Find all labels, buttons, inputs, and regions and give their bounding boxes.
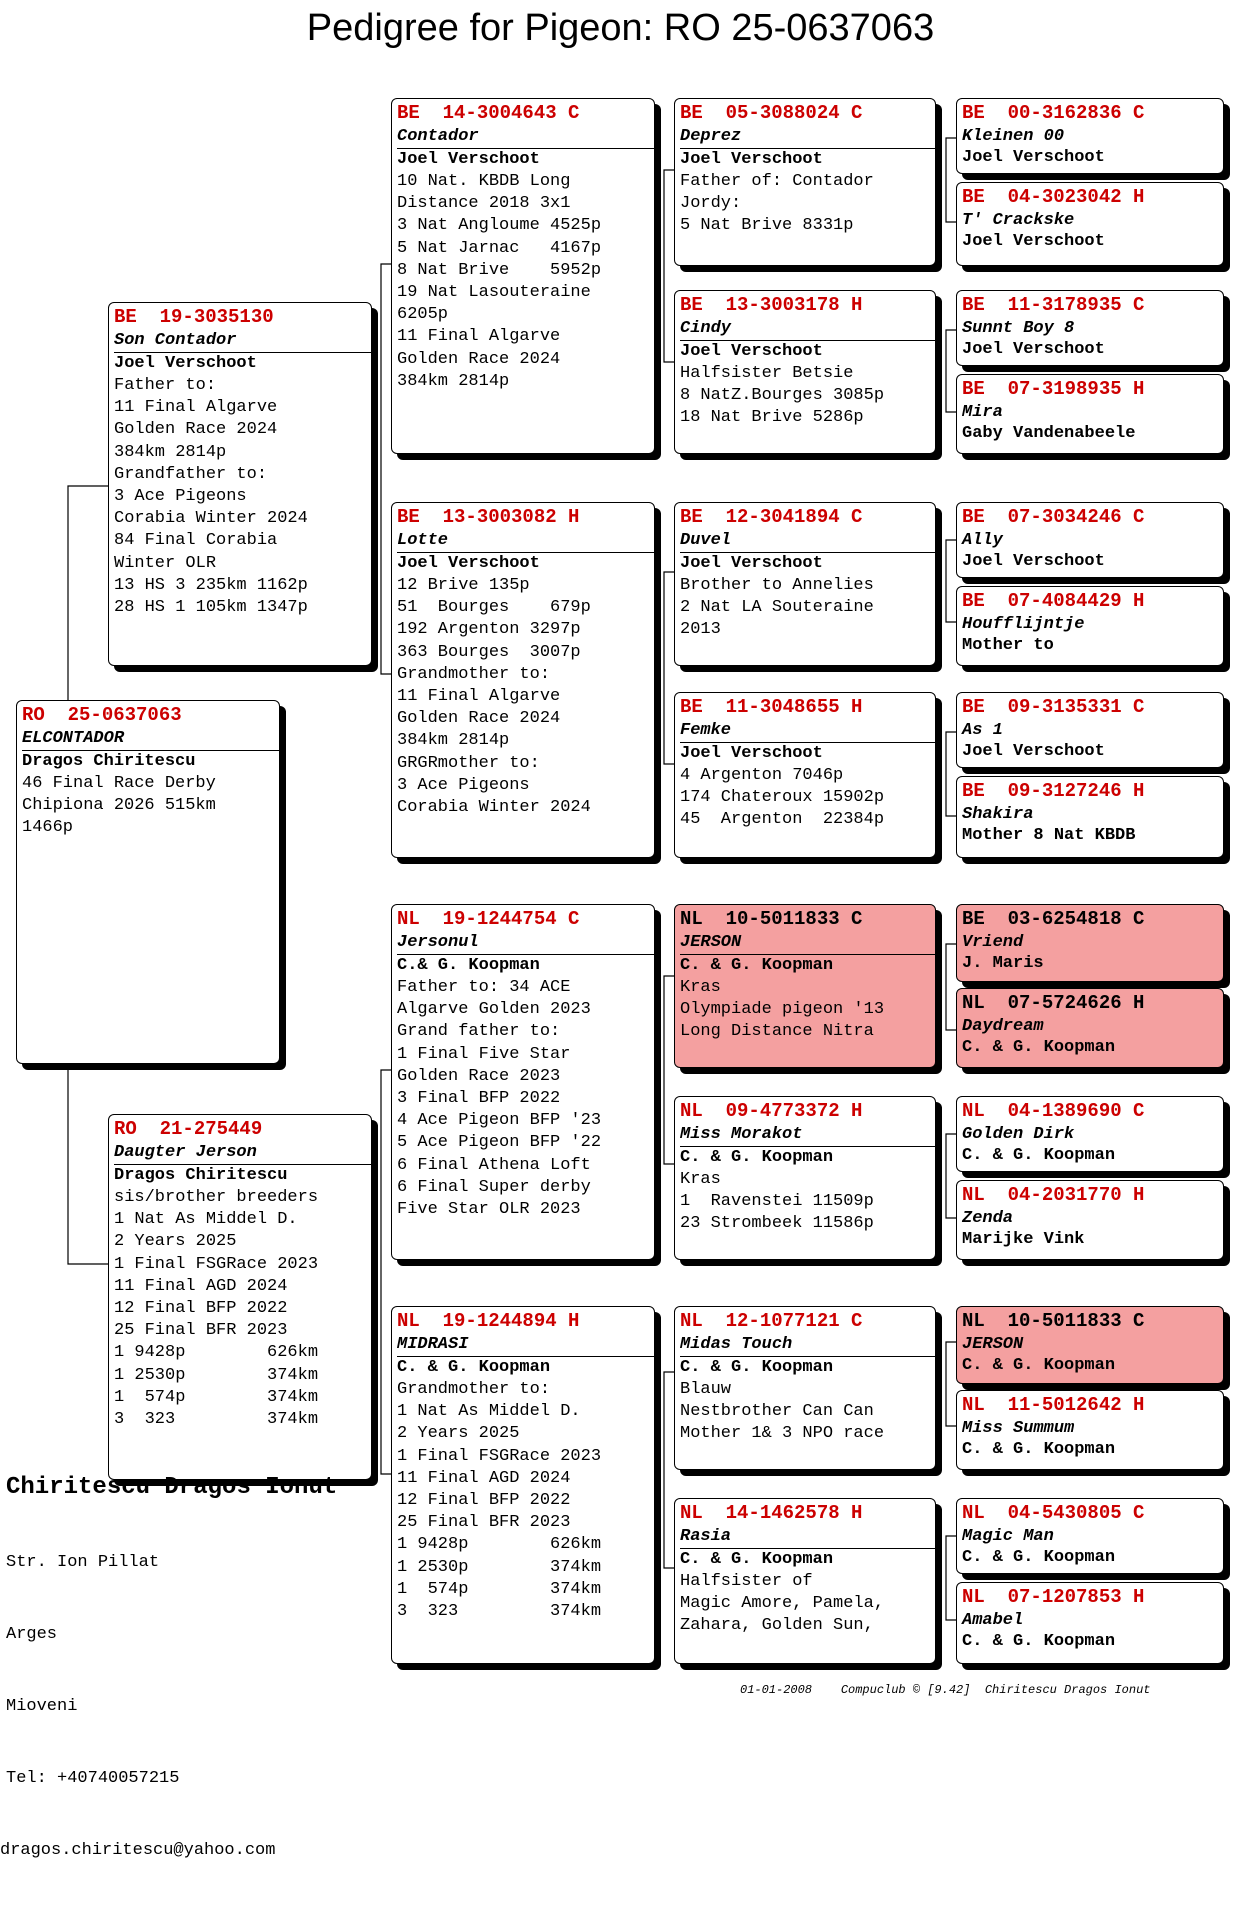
note-line: 11 Final Algarve (397, 687, 561, 707)
pigeon-name: Daugter Jerson (114, 1143, 257, 1162)
note-line: Halfsister of (680, 1572, 813, 1591)
ring-number: RO 21-275449 (114, 1118, 263, 1140)
pigeon-card-g16[interactable] (956, 1582, 1224, 1664)
pigeon-card-sss[interactable] (674, 98, 936, 266)
note-line: 1 Ravenstei 11509p (680, 1192, 874, 1212)
pigeon-name: Femke (680, 721, 732, 740)
note-line: Olympiade pigeon '13 (680, 1000, 885, 1020)
owner-name: C. & G. Koopman (962, 1146, 1116, 1165)
owner-name: J. Maris (962, 954, 1044, 973)
note-line: Long Distance Nitra (680, 1022, 874, 1042)
pigeon-name: As 1 (962, 721, 1003, 740)
note-line: Nestbrother Can Can (680, 1402, 874, 1422)
pigeon-name: MIDRASI (397, 1335, 469, 1354)
pigeon-card-g5[interactable] (956, 502, 1224, 578)
breeder-address (0, 1503, 390, 1911)
pigeon-name: Amabel (962, 1611, 1024, 1630)
note-line: 5 Nat Jarnac 4167p (397, 238, 602, 258)
ring-number: NL 04-5430805 C (962, 1502, 1145, 1524)
owner-name: C. & G. Koopman (962, 1632, 1116, 1651)
note-line: 28 HS 1 105km 1347p (114, 598, 308, 618)
owner-name: C. & G. Koopman (962, 1038, 1116, 1057)
note-line: 3 Ace Pigeons (114, 487, 247, 507)
note-line: 2 Years 2025 (114, 1232, 237, 1252)
note-line: 363 Bourges 3007p (397, 642, 581, 662)
owner-name: Joel Verschoot (962, 340, 1105, 359)
owner-name: C. & G. Koopman (680, 956, 834, 975)
note-line: GRGRmother to: (397, 753, 540, 773)
note-line: 384km 2814p (397, 731, 510, 751)
ring-number: NL 09-4773372 H (680, 1100, 863, 1122)
note-line: Magic Amore, Pamela, (680, 1594, 885, 1614)
breeder-info (0, 1473, 390, 1911)
ring-number: NL 07-5724626 H (962, 992, 1145, 1014)
note-line: 3 323 374km (397, 1602, 602, 1622)
note-line: 11 Final AGD 2024 (114, 1276, 288, 1296)
owner-name: Joel Verschoot (397, 554, 540, 573)
note-line: sis/brother breeders (114, 1188, 319, 1207)
owner-name: Joel Verschoot (962, 552, 1105, 571)
note-line: 12 Brive 135p (397, 576, 530, 595)
owner-name: Joel Verschoot (680, 744, 823, 763)
owner-name: C. & G. Koopman (962, 1548, 1116, 1567)
note-line: Halfsister Betsie (680, 364, 854, 383)
address-line: Arges (6, 1625, 58, 1644)
note-line: Chipiona 2026 515km (22, 796, 216, 816)
pigeon-name: Cindy (680, 319, 732, 338)
ring-number: NL 04-1389690 C (962, 1100, 1145, 1122)
note-line: 45 Argenton 22384p (680, 810, 885, 830)
note-line: 5 Ace Pigeon BFP '22 (397, 1133, 602, 1153)
ring-number: BE 11-3178935 C (962, 294, 1145, 316)
owner-name: C. & G. Koopman (962, 1440, 1116, 1459)
note-line: Corabia Winter 2024 (397, 798, 591, 818)
note-line: Grandmother to: (397, 1380, 551, 1399)
note-line: 11 Final Algarve (114, 398, 278, 418)
note-line: Father to: 34 ACE (397, 978, 571, 997)
note-line: 11 Final Algarve (397, 327, 561, 347)
breeder-name: Chiritescu Dragos Ionut (6, 1474, 338, 1501)
pigeon-name: Son Contador (114, 331, 237, 350)
note-line: 1 Final Five Star (397, 1044, 571, 1064)
pigeon-name: Contador (397, 127, 479, 146)
owner-name: Joel Verschoot (680, 554, 823, 573)
note-line: 8 NatZ.Bourges 3085p (680, 386, 885, 406)
note-line: 5 Nat Brive 8331p (680, 216, 854, 236)
pigeon-name: Miss Summum (962, 1419, 1075, 1438)
email-link[interactable]: dragos.chiritescu@yahoo.com (0, 1841, 276, 1860)
owner-name: C. & G. Koopman (680, 1148, 834, 1167)
note-line: 10 Nat. KBDB Long (397, 172, 571, 191)
note-line: 1 9428p 626km (397, 1535, 602, 1555)
pigeon-name: Magic Man (962, 1527, 1054, 1546)
note-line: Jordy: (680, 194, 742, 214)
note-line: 2 Nat LA Souteraine (680, 598, 874, 618)
ring-number: BE 12-3041894 C (680, 506, 863, 528)
note-line: 3 Nat Angloume 4525p (397, 216, 602, 236)
note-line: 4 Argenton 7046p (680, 766, 844, 785)
ring-number: BE 13-3003082 H (397, 506, 580, 528)
pigeon-card-g10[interactable] (956, 988, 1224, 1068)
note-line: 2013 (680, 620, 721, 640)
note-line: 384km 2814p (397, 371, 510, 391)
note-line: 1 Nat As Middel D. (114, 1210, 298, 1230)
pigeon-name: Zenda (962, 1209, 1014, 1228)
pigeon-card-g9[interactable] (956, 904, 1224, 982)
owner-name: Mother to (962, 636, 1054, 655)
ring-number: NL 11-5012642 H (962, 1394, 1145, 1416)
note-line: Blauw (680, 1380, 732, 1399)
pigeon-name: Kleinen 00 (962, 127, 1065, 146)
pigeon-card-g15[interactable] (956, 1498, 1224, 1574)
note-line: Golden Race 2024 (397, 349, 561, 369)
ring-number: BE 00-3162836 C (962, 102, 1145, 124)
note-line: Grand father to: (397, 1022, 561, 1042)
ring-number: NL 07-1207853 H (962, 1586, 1145, 1608)
owner-name: Dragos Chiritescu (22, 752, 196, 771)
note-line: 3 Ace Pigeons (397, 775, 530, 795)
pigeon-card-g13[interactable] (956, 1306, 1224, 1384)
owner-name: Joel Verschoot (962, 232, 1105, 251)
pigeon-card-g7[interactable] (956, 692, 1224, 768)
note-line: 25 Final BFR 2023 (397, 1513, 571, 1533)
pigeon-card-dss[interactable] (674, 904, 936, 1068)
pigeon-card-ddd[interactable] (674, 1498, 936, 1664)
pigeon-card-sdd[interactable] (674, 692, 936, 858)
pigeon-name: Rasia (680, 1527, 732, 1546)
pigeon-card-dd[interactable] (391, 1306, 655, 1664)
pigeon-name: Sunnt Boy 8 (962, 319, 1075, 338)
pigeon-name: Lotte (397, 531, 449, 550)
pigeon-card-g6[interactable] (956, 586, 1224, 666)
pigeon-card-g2[interactable] (956, 182, 1224, 266)
note-line: 1 574p 374km (397, 1579, 602, 1599)
pigeon-name: JERSON (680, 933, 742, 952)
pigeon-name: Midas Touch (680, 1335, 793, 1354)
note-line: 1 2530p 374km (397, 1557, 602, 1577)
note-line: 1466p (22, 818, 74, 838)
pigeon-card-dam[interactable] (108, 1114, 372, 1480)
note-line: Golden Race 2023 (397, 1066, 561, 1086)
pigeon-name: Mira (962, 403, 1003, 422)
note-line: Corabia Winter 2024 (114, 509, 308, 529)
pigeon-name: Duvel (680, 531, 732, 550)
note-line: 11 Final AGD 2024 (397, 1468, 571, 1488)
ring-number: NL 12-1077121 C (680, 1310, 863, 1332)
ring-number: BE 07-3198935 H (962, 378, 1145, 400)
note-line: 1 2530p 374km (114, 1365, 319, 1385)
owner-name: Joel Verschoot (962, 148, 1105, 167)
note-line: 25 Final BFR 2023 (114, 1321, 288, 1341)
phone-line: Tel: +40740057215 (6, 1769, 180, 1788)
pigeon-card-g8[interactable] (956, 776, 1224, 858)
note-line: 6205p (397, 305, 449, 325)
owner-name: Dragos Chiritescu (114, 1166, 288, 1185)
owner-name: Marijke Vink (962, 1230, 1085, 1249)
note-line: 6 Final Athena Loft (397, 1155, 591, 1175)
owner-name: Joel Verschoot (962, 742, 1105, 761)
pigeon-card-sds[interactable] (674, 502, 936, 666)
note-line: 174 Chateroux 15902p (680, 788, 885, 808)
ring-number: BE 03-6254818 C (962, 908, 1145, 930)
note-line: 1 574p 374km (114, 1387, 319, 1407)
note-line: 384km 2814p (114, 442, 227, 462)
note-line: 2 Years 2025 (397, 1424, 520, 1444)
note-line: 3 Final BFP 2022 (397, 1089, 561, 1109)
pigeon-card-subject[interactable] (16, 700, 280, 1064)
ring-number: NL 14-1462578 H (680, 1502, 863, 1524)
pigeon-card-ds[interactable] (391, 904, 655, 1260)
ring-number: NL 04-2031770 H (962, 1184, 1145, 1206)
note-line: Golden Race 2024 (397, 709, 561, 729)
note-line: Distance 2018 3x1 (397, 194, 571, 214)
pigeon-card-dds[interactable] (674, 1306, 936, 1470)
note-line: Brother to Annelies (680, 576, 874, 595)
owner-name: C. & G. Koopman (680, 1550, 834, 1569)
note-line: 46 Final Race Derby (22, 774, 216, 793)
owner-name: C. & G. Koopman (680, 1358, 834, 1377)
pigeon-card-g12[interactable] (956, 1180, 1224, 1260)
note-line: 3 323 374km (114, 1410, 319, 1430)
note-line: 4 Ace Pigeon BFP '23 (397, 1111, 602, 1131)
pigeon-name: Vriend (962, 933, 1024, 952)
note-line: 12 Final BFP 2022 (114, 1299, 288, 1319)
ring-number: NL 19-1244754 C (397, 908, 580, 930)
ring-number: BE 05-3088024 C (680, 102, 863, 124)
note-line: 18 Nat Brive 5286p (680, 408, 864, 428)
ring-number: BE 09-3135331 C (962, 696, 1145, 718)
page-title: Pedigree for Pigeon: RO 25-0637063 (306, 7, 935, 49)
pigeon-card-sd[interactable] (391, 502, 655, 858)
note-line: 12 Final BFP 2022 (397, 1491, 571, 1511)
note-line: 84 Final Corabia (114, 531, 278, 551)
note-line: 23 Strombeek 11586p (680, 1214, 874, 1234)
pigeon-name: T' Crackske (962, 211, 1075, 230)
ring-number: NL 10-5011833 C (680, 908, 863, 930)
pigeon-name: ELCONTADOR (22, 729, 125, 748)
footer-credits: 01-01-2008 Compuclub © [9.42] Chiritescu Dragos Ionut (740, 1683, 1151, 1697)
pigeon-name: Ally (962, 531, 1003, 550)
ring-number: BE 04-3023042 H (962, 186, 1145, 208)
ring-number: NL 19-1244894 H (397, 1310, 580, 1332)
pigeon-name: Deprez (680, 127, 742, 146)
ring-number: BE 19-3035130 (114, 306, 274, 328)
address-line: Str. Ion Pillat (6, 1553, 160, 1572)
owner-name: Joel Verschoot (114, 354, 257, 373)
note-line: Father of: Contador (680, 172, 874, 191)
pigeon-card-g3[interactable] (956, 290, 1224, 366)
address-line: Mioveni (6, 1697, 78, 1716)
pigeon-card-ss[interactable] (391, 98, 655, 454)
note-line: Grandfather to: (114, 464, 268, 484)
pigeon-name: Golden Dirk (962, 1125, 1075, 1144)
owner-name: Joel Verschoot (680, 150, 823, 169)
owner-name: Mother 8 Nat KBDB (962, 826, 1136, 845)
owner-name: C. & G. Koopman (962, 1356, 1116, 1375)
note-line: Winter OLR (114, 553, 217, 573)
note-line: Five Star OLR 2023 (397, 1200, 581, 1220)
ring-number: BE 13-3003178 H (680, 294, 863, 316)
ring-number: BE 09-3127246 H (962, 780, 1145, 802)
pigeon-name: JERSON (962, 1335, 1024, 1354)
pigeon-name: Jersonul (397, 933, 479, 952)
pigeon-name: Miss Morakot (680, 1125, 803, 1144)
note-line: 51 Bourges 679p (397, 598, 591, 618)
pigeon-card-sire[interactable] (108, 302, 372, 666)
note-line: Algarve Golden 2023 (397, 1000, 591, 1020)
note-line: Kras (680, 1170, 721, 1189)
ring-number: RO 25-0637063 (22, 704, 182, 726)
pigeon-name: Shakira (962, 805, 1034, 824)
pigeon-card-g4[interactable] (956, 374, 1224, 454)
owner-name: C. & G. Koopman (397, 1358, 551, 1377)
note-line: Grandmother to: (397, 664, 551, 684)
ring-number: BE 07-3034246 C (962, 506, 1145, 528)
pigeon-card-dsd[interactable] (674, 1096, 936, 1260)
note-line: 1 9428p 626km (114, 1343, 319, 1363)
note-line: Zahara, Golden Sun, (680, 1616, 874, 1636)
note-line: 8 Nat Brive 5952p (397, 260, 602, 280)
ring-number: NL 10-5011833 C (962, 1310, 1145, 1332)
pigeon-name: Houfflijntje (962, 615, 1085, 634)
note-line: 1 Final FSGRace 2023 (397, 1446, 602, 1466)
note-line: Golden Race 2024 (114, 420, 278, 440)
pigeon-card-ssd[interactable] (674, 290, 936, 454)
note-line: 6 Final Super derby (397, 1177, 591, 1197)
owner-name: Gaby Vandenabeele (962, 424, 1136, 443)
note-line: Mother 1& 3 NPO race (680, 1424, 885, 1444)
note-line: Father to: (114, 376, 217, 395)
owner-name: Joel Verschoot (397, 150, 540, 169)
note-line: 1 Nat As Middel D. (397, 1402, 581, 1422)
ring-number: BE 14-3004643 C (397, 102, 580, 124)
pigeon-card-g14[interactable] (956, 1390, 1224, 1470)
note-line: 13 HS 3 235km 1162p (114, 575, 308, 595)
owner-name: C.& G. Koopman (397, 956, 540, 975)
note-line: Kras (680, 978, 721, 997)
note-line: 1 Final FSGRace 2023 (114, 1254, 319, 1274)
ring-number: BE 07-4084429 H (962, 590, 1145, 612)
note-line: 192 Argenton 3297p (397, 620, 581, 640)
owner-name: Joel Verschoot (680, 342, 823, 361)
pigeon-name: Daydream (962, 1017, 1044, 1036)
pigeon-card-g11[interactable] (956, 1096, 1224, 1172)
note-line: 19 Nat Lasouteraine (397, 283, 591, 303)
ring-number: BE 11-3048655 H (680, 696, 863, 718)
pigeon-card-g1[interactable] (956, 98, 1224, 174)
